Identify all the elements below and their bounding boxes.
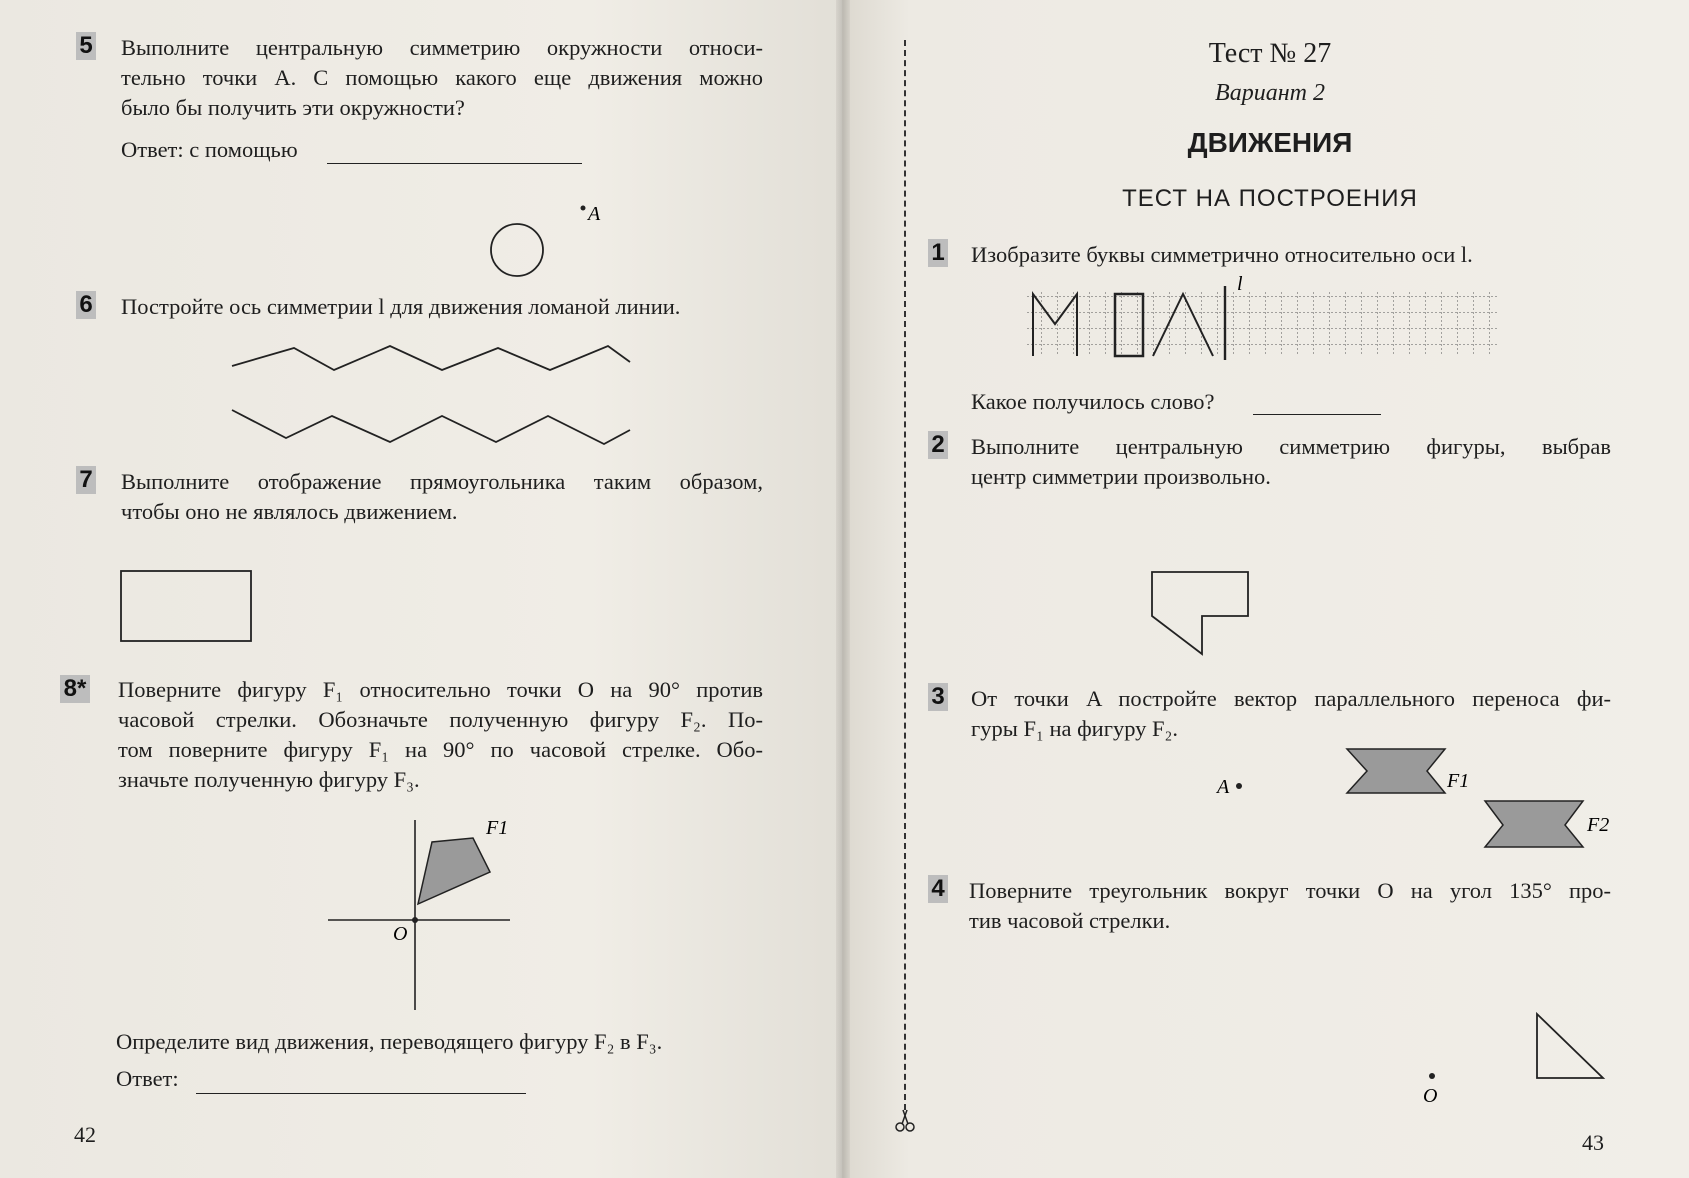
task-5-figure [480, 200, 600, 290]
right-task-3-line-2: гуры F₁ на фигуру F₂. [971, 716, 1179, 741]
point-o [1429, 1073, 1435, 1079]
right-task-number-3: 3 [928, 683, 948, 711]
point-a [581, 206, 586, 211]
right-task-2-line-2: центр симметрии произвольно. [971, 464, 1271, 489]
task-number-6: 6 [76, 291, 96, 319]
task-5-answer-line[interactable] [327, 163, 582, 164]
task-7-rectangle [120, 570, 255, 645]
rectangle-shape [121, 571, 251, 641]
test-subtitle: ТЕСТ НА ПОСТРОЕНИЯ [1122, 185, 1418, 212]
point-a-label: A [588, 203, 601, 225]
test-title: Тест № 27 [1208, 38, 1332, 69]
figure-f2 [1485, 801, 1583, 847]
point-a [1236, 783, 1242, 789]
right-task-1-answer-line[interactable] [1253, 414, 1381, 415]
task-5-line-2: тельно точки A. С помощью какого еще движения можно [121, 65, 763, 90]
figure-f1 [418, 838, 490, 904]
pentagon-shape [1152, 572, 1248, 654]
right-task-3-figure [1215, 745, 1615, 855]
right-task-4-figure [1415, 1008, 1615, 1118]
right-task-1-line-1: Изобразите буквы симметрично относительно оси l. [971, 242, 1473, 267]
polyline-bottom [232, 410, 630, 444]
origin-point [412, 917, 418, 923]
task-8-line-1: Поверните фигуру F₁ относительно точки O на 90° против [118, 677, 763, 702]
scissors-icon [893, 1108, 917, 1134]
right-task-4-line-1: Поверните треугольник вокруг точки O на угол 135° про- [969, 878, 1611, 903]
grid-area[interactable] [1027, 292, 1497, 356]
topic-title: ДВИЖЕНИЯ [1187, 127, 1353, 158]
point-o-label: O [1423, 1085, 1438, 1107]
task-8-figure [320, 817, 520, 1015]
right-task-number-2: 2 [928, 431, 948, 459]
right-task-4-line-2: тив часовой стрелки. [969, 908, 1171, 933]
task-6-polylines [230, 340, 640, 450]
task-5-line-1: Выполните центральную симметрию окружности относи- [121, 35, 763, 60]
triangle-shape [1537, 1014, 1603, 1078]
right-task-number-4: 4 [928, 875, 948, 903]
figure-f1 [1347, 749, 1445, 793]
book-spine [836, 0, 850, 1178]
task-8-question: Определите вид движения, переводящего фигуру F₂ в F₃. [116, 1029, 663, 1054]
variant-label: Вариант 2 [1215, 80, 1325, 106]
axis-l-label: l [1237, 273, 1243, 295]
right-task-1-grid [1025, 273, 1505, 360]
task-8-line-3: том поверните фигуру F₁ на 90° по часовой стрелке. Обо- [118, 737, 763, 762]
right-page [842, 0, 1689, 1178]
task-number-5: 5 [76, 32, 96, 60]
right-task-2-line-1: Выполните центральную симметрию фигуры, выбрав [971, 434, 1611, 459]
page-number-right: 43 [1582, 1130, 1604, 1155]
right-task-1-question: Какое получилось слово? [971, 389, 1215, 414]
figure-f2-label: F2 [1587, 814, 1610, 836]
task-8-answer-label: Ответ: [116, 1066, 179, 1091]
task-8-answer-line[interactable] [196, 1093, 526, 1094]
cut-line [904, 40, 906, 1110]
task-7-line-1: Выполните отображение прямоугольника таким образом, [121, 469, 763, 494]
task-8-line-2: часовой стрелки. Обозначьте полученную фигуру F₂. По- [118, 707, 763, 732]
point-a-label: A [1217, 776, 1230, 798]
task-7-line-2: чтобы оно не являлось движением. [121, 499, 458, 524]
polyline-top [232, 346, 630, 370]
circle-shape [491, 224, 543, 276]
task-number-7: 7 [76, 466, 96, 494]
right-task-number-1: 1 [928, 239, 948, 267]
task-number-8: 8* [60, 675, 90, 703]
page-number-left: 42 [74, 1122, 96, 1147]
task-5-line-3: было бы получить эти окружности? [121, 95, 465, 120]
origin-label: O [393, 923, 408, 945]
figure-f1-label: F1 [1447, 770, 1470, 792]
right-task-2-figure [1150, 570, 1260, 660]
right-task-3-line-1: От точки A постройте вектор параллельного переноса фи- [971, 686, 1611, 711]
task-5-answer-label: Ответ: с помощью [121, 137, 298, 162]
figure-f1-label: F1 [486, 817, 509, 839]
task-6-line-1: Постройте ось симметрии l для движения ломаной линии. [121, 294, 681, 319]
task-8-line-4: значьте полученную фигуру F₃. [118, 767, 420, 792]
